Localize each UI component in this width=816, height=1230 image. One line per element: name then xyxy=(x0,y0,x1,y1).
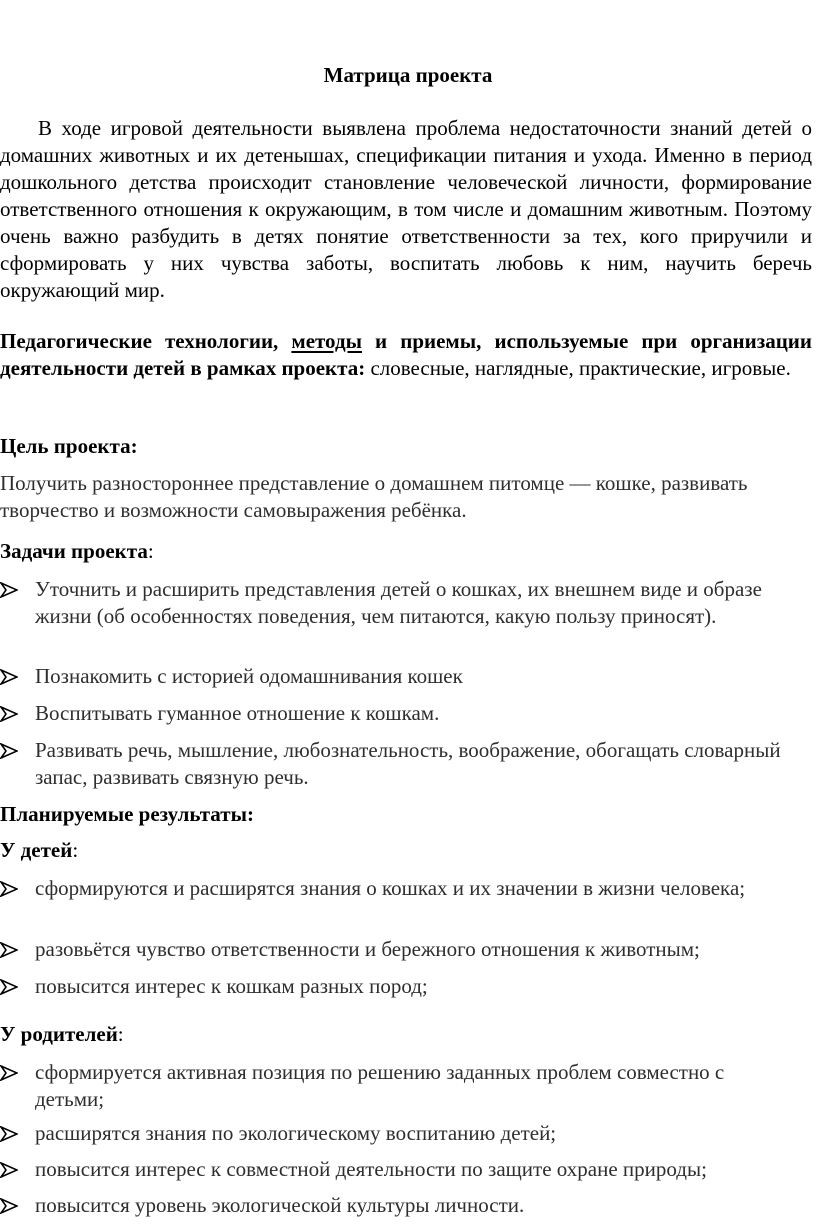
children-result-text: сформируются и расширятся знания о кошках и их значении в жизни человека; xyxy=(35,876,746,900)
children-result-item xyxy=(0,973,790,1000)
parents-heading xyxy=(0,1021,124,1048)
children-result-item xyxy=(0,875,790,902)
arrowhead-bullet-icon xyxy=(0,979,18,995)
arrowhead-bullet-icon xyxy=(0,582,18,598)
goal-text: Получить разностороннее представление о домашнем питомце — кошке, развивать творчество и возможности самовыражения ребёнка. xyxy=(0,471,748,522)
arrowhead-bullet-icon xyxy=(0,1065,18,1081)
arrowhead-bullet-icon xyxy=(0,881,18,897)
technologies-heading-end: и приемы, используемые при организации деятельности детей в рамках проекта: xyxy=(0,329,812,380)
children-result-text: разовьётся чувство ответственности и бережного отношения к животным; xyxy=(35,937,700,961)
arrowhead-bullet-icon xyxy=(0,1126,18,1142)
parents-result-text: повысится интерес к совместной деятельности по защите охране природы; xyxy=(35,1157,707,1181)
task-item xyxy=(0,700,790,727)
parents-heading-label: У родителей xyxy=(0,1022,118,1046)
task-item xyxy=(0,737,790,791)
task-item-text: Воспитывать гуманное отношение к кошкам. xyxy=(35,701,440,725)
document-title: Матрица проекта xyxy=(323,63,493,87)
task-item-text: Познакомить с историей одомашнивания кошек xyxy=(35,664,463,688)
parents-result-text: сформируется активная позиция по решению заданных проблем совместно с детьми; xyxy=(35,1060,725,1111)
task-item xyxy=(0,576,790,630)
arrowhead-bullet-icon xyxy=(0,669,18,685)
technologies-heading-underlined: методы xyxy=(291,329,362,353)
arrowhead-bullet-icon xyxy=(0,1198,18,1214)
technologies-heading-start: Педагогические технологии, xyxy=(0,329,292,353)
tasks-heading-label: Задачи проекта xyxy=(0,539,148,563)
arrowhead-bullet-icon xyxy=(0,743,18,759)
results-heading: Планируемые результаты: xyxy=(0,802,254,826)
children-heading xyxy=(0,837,78,864)
arrowhead-bullet-icon xyxy=(0,706,18,722)
tasks-heading-colon: : xyxy=(147,539,154,563)
task-item xyxy=(0,663,790,690)
technologies-text: словесные, наглядные, практические, игровые. xyxy=(365,356,791,380)
intro-paragraph: В ходе игровой деятельности выявлена проблема недостаточности знаний детей о домашних животных и их детенышах, спецификации питания и ухода. Именно в период дошкольного детства происходит становление человеческой личности, формирование ответственного отношения к окружающим, в том числе и домашним животным. Поэтому очень важно разбудить в детях понятие ответственности за тех, кого приручили и сформировать у них чувства заботы, воспитать любовь к ним, научить беречь окружающий мир. xyxy=(0,116,812,302)
children-heading-label: У детей xyxy=(0,838,73,862)
goal-heading: Цель проекта: xyxy=(0,434,138,458)
parents-result-item xyxy=(0,1156,790,1183)
parents-heading-colon: : xyxy=(117,1022,124,1046)
parents-result-text: расширятся знания по экологическому воспитанию детей; xyxy=(35,1121,557,1145)
children-heading-colon: : xyxy=(72,838,79,862)
parents-result-item xyxy=(0,1192,790,1219)
tasks-heading xyxy=(0,538,154,565)
task-item-text: Развивать речь, мышление, любознательность, воображение, обогащать словарный запас, развивать связную речь. xyxy=(35,738,781,789)
parents-result-item xyxy=(0,1059,790,1113)
arrowhead-bullet-icon xyxy=(0,1162,18,1178)
children-result-item xyxy=(0,936,790,963)
technologies-paragraph xyxy=(0,328,812,382)
parents-result-item xyxy=(0,1120,790,1147)
task-item-text: Уточнить и расширить представления детей о кошках, их внешнем виде и образе жизни (об особенностях поведения, чем питаются, какую пользу приносят). xyxy=(35,577,762,628)
parents-result-text: повысится уровень экологической культуры личности. xyxy=(35,1193,525,1217)
children-result-text: повысится интерес к кошкам разных пород; xyxy=(35,974,428,998)
arrowhead-bullet-icon xyxy=(0,942,18,958)
